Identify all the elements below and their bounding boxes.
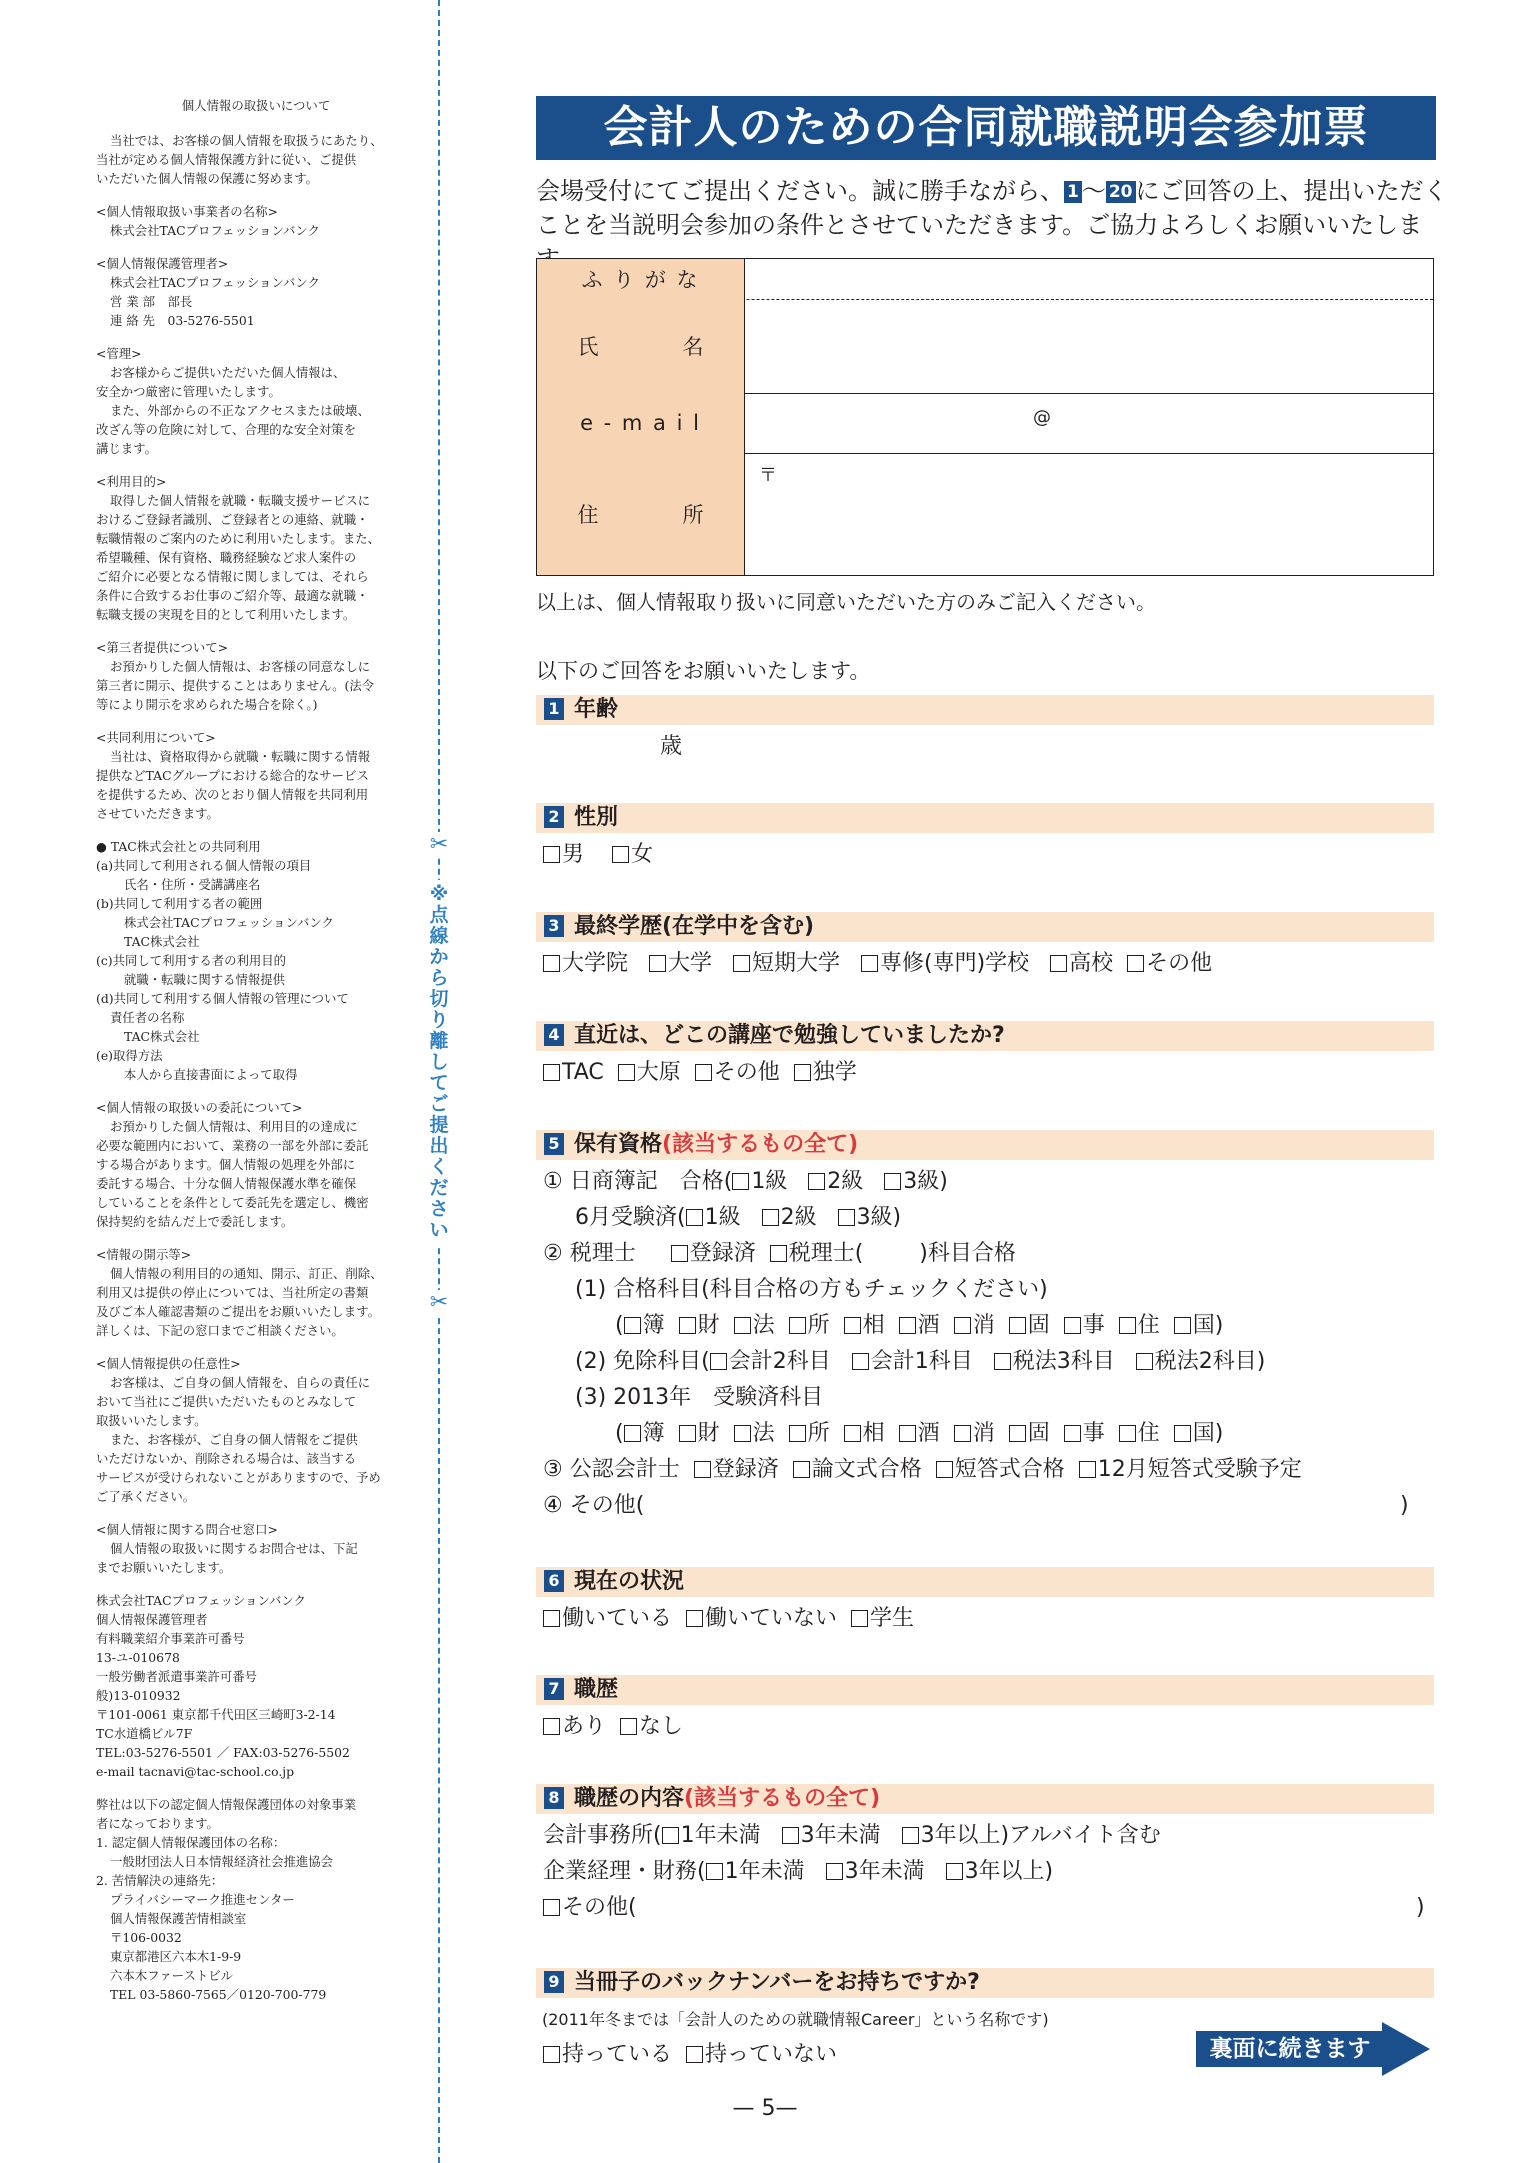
exam-2013-label: (3) 2013年 受験済科目 [575,1385,824,1410]
question-7-header: 7 職歴 [536,1675,1434,1705]
subject-checkbox[interactable]: 法 [734,1421,775,1446]
furigana-label: ふ り が な [537,259,745,299]
question-number: 4 [544,1024,564,1046]
privacy-title: 個人情報の取扱いについて [181,98,331,113]
privacy-section-inquiry: <個人情報に関する問合せ窓口> 個人情報の取扱いに関するお問合せは、下記 までお願いいたします。 [96,1522,358,1575]
zeirishi-line: ② 税理士 登録済 税理士( )科目合格 [543,1241,1016,1266]
cpa-registered-checkbox[interactable]: 登録済 [694,1457,779,1482]
work-no-checkbox[interactable]: なし [620,1714,683,1739]
personal-info-table [536,258,1434,576]
question-4-header: 4 直近は、どこの講座で勉強していましたか? [536,1021,1434,1051]
cpa-essay-checkbox[interactable]: 論文式合格 [793,1457,922,1482]
subject-checkbox[interactable]: 簿 [624,1313,665,1338]
corp-lt1-checkbox[interactable]: 1年未満 [706,1859,805,1884]
privacy-section-manager: <個人情報保護管理者> 株式会社TACプロフェッションバンク 営 業 部 部長 連 絡 先 03-5276-5501 [96,256,320,328]
corporate-accounting-line: 企業経理・財務( 1年未満 3年未満 3年以上) [543,1859,1054,1884]
boki-june-1-checkbox[interactable]: 1級 [686,1205,741,1230]
scissors-icon: ✂ [429,1290,449,1315]
status-working-checkbox[interactable]: 働いている [543,1606,672,1631]
question-ref-badge: 20 [1106,181,1136,203]
privacy-section-operator: <個人情報取扱い事業者の名称> 株式会社TACプロフェッションバンク [96,204,320,238]
gender-female-checkbox[interactable]: 女 [612,842,653,867]
edu-junior-college-checkbox[interactable]: 短期大学 [733,951,840,976]
address-field[interactable] [745,453,1433,575]
address-row [537,453,1433,575]
question-8-header: 8 職歴の内容(該当するもの全て) [536,1784,1434,1814]
other-work-close: ) [1416,1895,1425,1920]
question-number: 9 [544,1971,564,1993]
name-label: 氏 名 [537,299,745,393]
boki-june-2-checkbox[interactable]: 2級 [762,1205,817,1230]
subject-checkbox[interactable]: 酒 [899,1313,940,1338]
exempt-checkbox[interactable]: 会計1科目 [852,1349,973,1374]
work-yes-checkbox[interactable]: あり [543,1714,606,1739]
passed-subjects-options: ( 簿 財 法 所 相 酒 消 固 事 住 国) [615,1313,1224,1338]
exam-2013-options: ( 簿 財 法 所 相 酒 消 固 事 住 国) [615,1421,1224,1446]
exempt-checkbox[interactable]: 会計2科目 [710,1349,831,1374]
continue-label: 裏面に続きます [1196,2031,1384,2067]
question-number: 7 [544,1678,564,1700]
form-intro: 会場受付にてご提出ください。誠に勝手ながら、 1 ～ 20 にご回答の上、提出いただく ことを当説明会参加の条件とさせていただきます。ご協力よろしくお願いいたしま [536,177,1448,239]
zeirishi-subject-checkbox[interactable]: 税理士( [770,1241,864,1266]
edu-university-checkbox[interactable]: 大学 [649,951,712,976]
email-field[interactable] [745,393,1433,453]
cpa-short-checkbox[interactable]: 短答式合格 [936,1457,1065,1482]
other-qualification-line: ④ その他( [543,1493,645,1518]
furigana-row [537,259,1433,299]
backnumber-options [543,2040,837,2070]
age-unit: 歳 [660,734,683,759]
privacy-policy [96,96,416,2004]
address-label: 住 所 [537,453,745,575]
privacy-section-outsourcing: <個人情報の取扱いの委託について> お預かりした個人情報は、利用目的の達成に 必要な範囲内において、業務の一部を外部に委託 する場合があります。個人情報の処理を外部に 委託する場合、十分な個人情報保護水準を確保 していることを条件として委託先を選定し、機密 保持契約を結んだ上で委託します。 [96,1100,369,1229]
privacy-section-voluntary: <個人情報提供の任意性> お客様は、ご自身の個人情報を、自らの責任に おいて当社にご提供いただいたものとみなして 取扱いいたします。 また、お客様が、ご自身の個人情報をご提供 いただけないか、削除される場合は、該当する サービスが受けられないことがありますので、予め ご了承ください。 [96,1356,381,1504]
furigana-field[interactable] [745,259,1433,299]
subject-checkbox[interactable]: 所 [789,1313,830,1338]
subject-checkbox[interactable]: 所 [789,1421,830,1446]
zeirishi-registered-checkbox[interactable]: 登録済 [671,1241,756,1266]
edu-highschool-checkbox[interactable]: 高校 [1050,951,1113,976]
consent-notice: 以上は、個人情報取り扱いに同意いただいた方のみご記入ください。 [536,590,1156,614]
cut-instruction-text: ※点線から切り離してご提出ください [429,883,449,1241]
boki-passed-2-checkbox[interactable]: 2級 [808,1169,863,1194]
question-number: 8 [544,1787,564,1809]
cut-instruction [429,880,449,1245]
status-options [543,1604,914,1634]
email-row [537,393,1433,453]
privacy-section-disclosure: <情報の開示等> 個人情報の利用目的の通知、開示、訂正、削除、 利用又は提供の停止については、当社所定の書類 及びご本人確認書類のご提出をお願いいたします。 詳しくは、下記の窓口までご相談ください。 [96,1247,383,1338]
firm-lt1-checkbox[interactable]: 1年未満 [662,1823,761,1848]
boki-june-line: 6月受験済( 1級 2級 3級) [575,1205,902,1230]
subject-checkbox[interactable]: 国) [1174,1313,1224,1338]
name-row [537,299,1433,393]
privacy-section-purpose: <利用目的> 取得した個人情報を就職・転職支援サービスに おけるご登録者識別、ご登録者との連絡、就職・ 転職情報のご案内のために利用いたします。また、 希望職種、保有資格、職務経験など求人案件の ご紹介に必要となる情報に関しましては、それら 条件に合致するお仕事のご紹介等、最適な就職・ 転職支援の実現を目的として利用いたします。 [96,474,380,622]
boki-passed-line: ① 日商簿記 合格( 1級 2級 3級) [543,1169,948,1194]
email-at-sign: @ [1033,407,1051,428]
firm-lt3-checkbox[interactable]: 3年未満 [782,1823,881,1848]
boki-june-3-checkbox[interactable]: 3級) [838,1205,902,1230]
cpa-december-checkbox[interactable]: 12月短答式受験予定 [1079,1457,1302,1482]
exempt-checkbox[interactable]: 税法2科目) [1136,1349,1266,1374]
subject-checkbox[interactable]: 簿 [624,1421,665,1446]
privacy-intro: 当社では、お客様の個人情報を取扱うにあたり、 当社が定める個人情報保護方針に従い、ご提供 いただいた個人情報の保護に努めます。 [96,133,383,186]
subject-checkbox[interactable]: 固 [1009,1421,1050,1446]
subject-checkbox[interactable]: 事 [1064,1313,1105,1338]
form-title: 会計人のための合同就職説明会参加票 [536,96,1436,160]
boki-passed-3-checkbox[interactable]: 3級) [884,1169,948,1194]
other-work-checkbox[interactable]: その他( [543,1895,637,1920]
accounting-firm-line: 会計事務所( 1年未満 3年未満 3年以上)アルバイト含む [543,1823,1161,1848]
cpa-line: ③ 公認会計士 登録済 論文式合格 短答式合格 12月短答式受験予定 [543,1457,1302,1482]
privacy-section-third-party: <第三者提供について> お預かりした個人情報は、お客様の同意なしに 第三者に開示、提供することはありません。(法令 等により開示を求められた場合を除く。) [96,640,375,712]
subject-checkbox[interactable]: 住 [1119,1421,1160,1446]
privacy-section-joint-use: <共同利用について> 当社は、資格取得から就職・転職に関する情報 提供などTACグループにおける総合的なサービス を提供するため、次のとおり個人情報を共同利用 させていただきます。 [96,730,371,821]
privacy-section-management: <管理> お客様からご提供いただいた個人情報は、 安全かつ厳密に管理いたします。 また、外部からの不正なアクセスまたは破壊、 改ざん等の危険に対して、合理的な安全対策を 講じます。 [96,346,370,456]
question-2-header: 2 性別 [536,803,1434,833]
question-number: 1 [544,698,564,720]
subject-checkbox[interactable]: 財 [679,1421,720,1446]
subject-checkbox[interactable]: 消 [954,1421,995,1446]
privacy-contact: 株式会社TACプロフェッションバンク 個人情報保護管理者 有料職業紹介事業許可番号 13-ユ-010678 一般労働者派遣事業許可番号 般)13-010932 〒101-0061 東京都千代田区三崎町3-2-14 TC水道橋ビル7F TEL:03-5276-5501 ／ FAX:03-5276-5502 e-mail tacnavi@tac-school.co.jp [96,1593,350,1779]
question-number: 6 [544,1570,564,1592]
school-ohara-checkbox[interactable]: 大原 [618,1060,681,1085]
postal-mark: 〒 [759,465,777,486]
privacy-org: 弊社は以下の認定個人情報保護団体の対象事業 者になっております。 1. 認定個人情報保護団体の名称： 一般財団法人日本情報経済社会推進協会 2. 苦情解決の連絡先： プライバシーマーク推進センター 個人情報保護苦情相談室 〒106-0032 東京都港区六本木1-9-9 六本木ファーストビル TEL 03-5860-7565／0120-700-779 [96,1797,357,2002]
firm-ge3-checkbox[interactable]: 3年以上)アルバイト含む [902,1823,1161,1848]
gender-options [543,840,653,870]
subject-checkbox[interactable]: 固 [1009,1313,1050,1338]
subject-checkbox[interactable]: 相 [844,1313,885,1338]
boki-passed-1-checkbox[interactable]: 1級 [732,1169,787,1194]
corp-ge3-checkbox[interactable]: 3年以上) [946,1859,1054,1884]
school-self-study-checkbox[interactable]: 独学 [794,1060,857,1085]
question-number: 3 [544,915,564,937]
school-tac-checkbox[interactable]: TAC [543,1060,604,1085]
status-student-checkbox[interactable]: 学生 [851,1606,914,1631]
question-1-header: 1 年齢 [536,695,1434,725]
question-5-header: 5 保有資格(該当するもの全て) [536,1130,1434,1160]
subject-checkbox[interactable]: 相 [844,1421,885,1446]
question-number: 5 [544,1133,564,1155]
other-work-line [543,1893,637,1923]
status-not-working-checkbox[interactable]: 働いていない [686,1606,837,1631]
email-label: e - m a i l [537,393,745,453]
question-number: 2 [544,806,564,828]
school-other-checkbox[interactable]: その他 [695,1060,780,1085]
subject-checkbox[interactable]: 財 [679,1313,720,1338]
subject-checkbox[interactable]: 事 [1064,1421,1105,1446]
scissors-icon: ✂ [429,832,449,857]
backnumber-yes-checkbox[interactable]: 持っている [543,2042,672,2067]
name-field[interactable] [745,299,1433,393]
edu-other-checkbox[interactable]: その他 [1127,951,1212,976]
work-history-options [543,1712,683,1742]
questions-lead: 以下のご回答をお願いいたします。 [536,659,871,683]
subject-checkbox[interactable]: 法 [734,1313,775,1338]
subject-checkbox[interactable]: 国) [1174,1421,1224,1446]
subject-checkbox[interactable]: 消 [954,1313,995,1338]
backnumber-no-checkbox[interactable]: 持っていない [686,2042,837,2067]
question-3-header: 3 最終学歴(在学中を含む) [536,912,1434,942]
gender-male-checkbox[interactable]: 男 [543,842,584,867]
subject-checkbox[interactable]: 酒 [899,1421,940,1446]
edu-vocational-checkbox[interactable]: 専修(専門)学校 [861,951,1029,976]
arrow-right-icon [1382,2022,1430,2076]
exempt-subjects-line: (2) 免除科目( 会計2科目 会計1科目 税法3科目 税法2科目) [575,1349,1266,1374]
backnumber-note: (2011年冬までは「会計人のための就職情報Career」という名称です) [542,2010,1049,2029]
school-options [543,1058,857,1088]
edu-graduate-checkbox[interactable]: 大学院 [543,951,628,976]
question-ref-badge: 1 [1064,181,1082,203]
privacy-joint-list: ● TAC株式会社との共同利用 (a)共同して利用される個人情報の項目 氏名・住所・受講講座名 (b)共同して利用する者の範囲 株式会社TACプロフェッションバンク TAC株式会社 (c)共同して利用する者の利用目的 就職・転職に関する情報提供 (d)共同して利用する個人情報の管理について 責任者の名称 TAC株式会社 (e)取得方法 本人から直接書面によって取得 [96,839,349,1082]
other-qualification-close: ) [1400,1493,1409,1518]
question-6-header: 6 現在の状況 [536,1567,1434,1597]
question-9-header: 9 当冊子のバックナンバーをお持ちですか? [536,1968,1434,1998]
education-options [543,949,1212,979]
continue-on-back-banner [1196,2022,1432,2076]
page-number: — 5— [732,2096,798,2121]
exempt-checkbox[interactable]: 税法3科目 [994,1349,1115,1374]
corp-lt3-checkbox[interactable]: 3年未満 [826,1859,925,1884]
passed-subjects-label: (1) 合格科目(科目合格の方もチェックください) [575,1277,1048,1302]
subject-checkbox[interactable]: 住 [1119,1313,1160,1338]
